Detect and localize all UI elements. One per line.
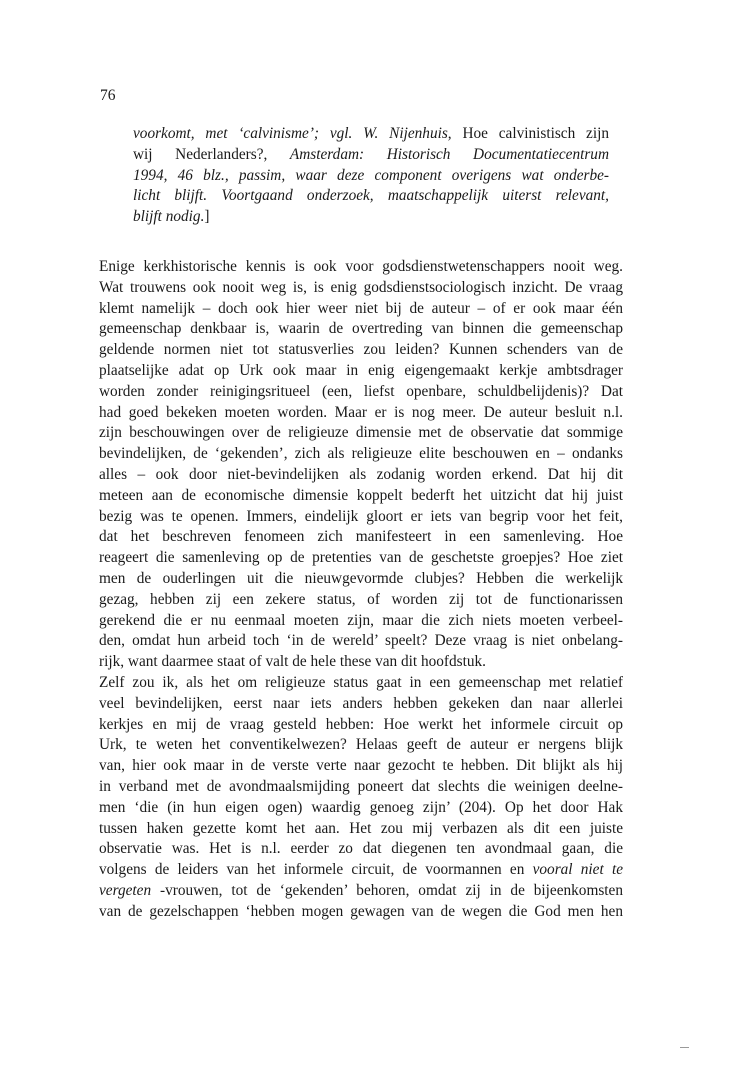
body-text — [99, 257, 623, 923]
italic-text: 1994, 46 blz., passim, waar deze component overigens wat onderbe- — [133, 166, 609, 184]
body-line — [99, 299, 623, 320]
text-run: worden zonder reinigingsritueel (een, liefst openbare, schuldbelijdenis)? Dat — [99, 382, 623, 400]
text-run: rijk, want daarmee staat of valt de hele these van dit hoofdstuk. — [99, 653, 486, 671]
text-run: ] — [204, 208, 210, 226]
text-run: in verband met de avondmaalsmijding poneert dat slechts die weinigen deelne- — [99, 777, 623, 795]
page-edge-mark — [680, 1047, 689, 1048]
text-run: gezag, hebben zij een zekere status, of worden zij tot de functionarissen — [99, 590, 623, 608]
body-line — [99, 569, 623, 590]
text-run: gemeenschap denkbaar is, waarin de overtreding van binnen die gemeenschap — [99, 320, 623, 338]
text-run: -vrouwen, tot de ‘gekenden’ behoren, omdat zij in de bijeenkomsten — [151, 881, 623, 899]
text-run: Zelf zou ik, als het om religieuze status gaat in een gemeenschap met relatief — [99, 673, 623, 691]
body-line — [99, 631, 623, 652]
body-line — [99, 839, 623, 860]
body-line — [99, 715, 623, 736]
text-run: observatie was. Het is n.l. eerder zo dat diegenen ten avondmaal gaan, die — [99, 840, 623, 858]
body-line — [99, 819, 623, 840]
text-run: Wat trouwens ook nooit weg is, is enig godsdienstsociologisch inzicht. De vraag — [99, 278, 623, 296]
text-run: geldende normen niet tot statusverlies zou leiden? Kunnen schenders van de — [99, 341, 623, 359]
text-run: wij Nederlanders?, — [133, 145, 290, 163]
body-line — [99, 798, 623, 819]
italic-text: vooral niet te — [532, 861, 623, 879]
text-run: van, hier ook maar in de verste verte naar gezocht te hebben. Dit blijkt als hij — [99, 757, 623, 775]
body-line — [99, 548, 623, 569]
body-line — [99, 860, 623, 881]
text-run: alles – ook door niet-bevindelijken als zodanig worden erkend. Dat hij dit — [99, 465, 623, 483]
italic-text: licht blijft. Voortgaand onderzoek, maatschappelijk uiterst relevant, — [133, 187, 609, 205]
body-line — [99, 902, 623, 923]
text-run: den, omdat hun arbeid toch ‘in de wereld’ speelt? Deze vraag is niet onbelang- — [99, 632, 623, 650]
note-line — [133, 145, 609, 166]
body-line — [99, 652, 623, 673]
body-line — [99, 423, 623, 444]
body-line — [99, 881, 623, 902]
body-line — [99, 403, 623, 424]
body-line — [99, 278, 623, 299]
text-run: dat het beschreven fenomeen zich manifesteert in een samenleving. Hoe — [99, 528, 623, 546]
body-line — [99, 673, 623, 694]
body-line — [99, 735, 623, 756]
body-line — [99, 340, 623, 361]
text-run: Urk, te weten het conventikelwezen? Helaas geeft de auteur er nergens blijk — [99, 736, 623, 754]
italic-text: Amsterdam: Historisch Documentatiecentrum — [289, 145, 609, 163]
note-line — [133, 186, 609, 207]
body-line — [99, 486, 623, 507]
text-run: veel bevindelijken, eerst naar iets anders hebben gekeken dan naar allerlei — [99, 694, 623, 712]
italic-text: voorkomt, met ‘calvinisme’; vgl. W. Nijenhuis, — [133, 125, 452, 142]
text-run: bevindelijken, de ‘gekenden’, zich als religieuze elite beschouwen en – ondanks — [99, 445, 623, 463]
text-run: van de gezelschappen ‘hebben mogen gewagen van de wegen die God men hen — [99, 902, 623, 920]
body-line — [99, 590, 623, 611]
body-line — [99, 507, 623, 528]
text-run: men de ouderlingen uit die nieuwgevormde clubjes? Hebben die werkelijk — [99, 569, 623, 587]
text-run: plaatselijke adat op Urk ook maar in enig eigengemaakt kerkje ambtsdrager — [99, 361, 623, 379]
text-run: Enige kerkhistorische kennis is ook voor godsdienstwetenschappers nooit weg. — [99, 258, 623, 275]
body-line — [99, 444, 623, 465]
body-line — [99, 527, 623, 548]
italic-text: vergeten — [99, 881, 152, 899]
body-line — [99, 319, 623, 340]
italic-text: blijft nodig. — [133, 208, 205, 226]
body-line — [99, 777, 623, 798]
text-run: zijn beschouwingen over de religieuze dimensie met de observatie dat sommige — [99, 424, 623, 442]
text-run: reageert die samenleving op de pretenties van de geschetste groepjes? Hoe ziet — [99, 549, 623, 567]
footnote-continuation — [133, 124, 609, 228]
body-line — [99, 756, 623, 777]
text-run: meteen aan de economische dimensie koppelt bederft het uitzicht dat hij juist — [99, 486, 623, 504]
body-line — [99, 465, 623, 486]
body-line — [99, 611, 623, 632]
text-run: kerkjes en mij de vraag gesteld hebben: Hoe werkt het informele circuit op — [99, 715, 623, 733]
text-run: Hoe calvinistisch zijn — [451, 125, 609, 142]
note-line — [133, 124, 609, 145]
body-line — [99, 257, 623, 278]
text-run: bezig was te openen. Immers, eindelijk gloort er iets van begrip voor het feit, — [99, 507, 623, 525]
text-run: had goed bekeken moeten worden. Maar er is nog meer. De auteur besluit n.l. — [99, 403, 623, 421]
text-run: men ‘die (in hun eigen ogen) waardig genoeg zijn’ (204). Op het door Hak — [99, 798, 623, 816]
text-run: tussen haken gezette komt het aan. Het zou mij verbazen als dit een juiste — [99, 819, 623, 837]
text-run: klemt namelijk – doch ook hier weer niet bij de auteur – of er ook maar één — [99, 299, 623, 317]
text-run: volgens de leiders van het informele circuit, de voormannen en — [99, 861, 533, 879]
note-line — [133, 207, 609, 228]
body-line — [99, 694, 623, 715]
text-run: gerekend die er nu eenmaal moeten zijn, maar die zich niets moeten verbeel- — [99, 611, 623, 629]
page-number: 76 — [100, 87, 116, 104]
note-line — [133, 166, 609, 187]
body-line — [99, 361, 623, 382]
body-line — [99, 382, 623, 403]
